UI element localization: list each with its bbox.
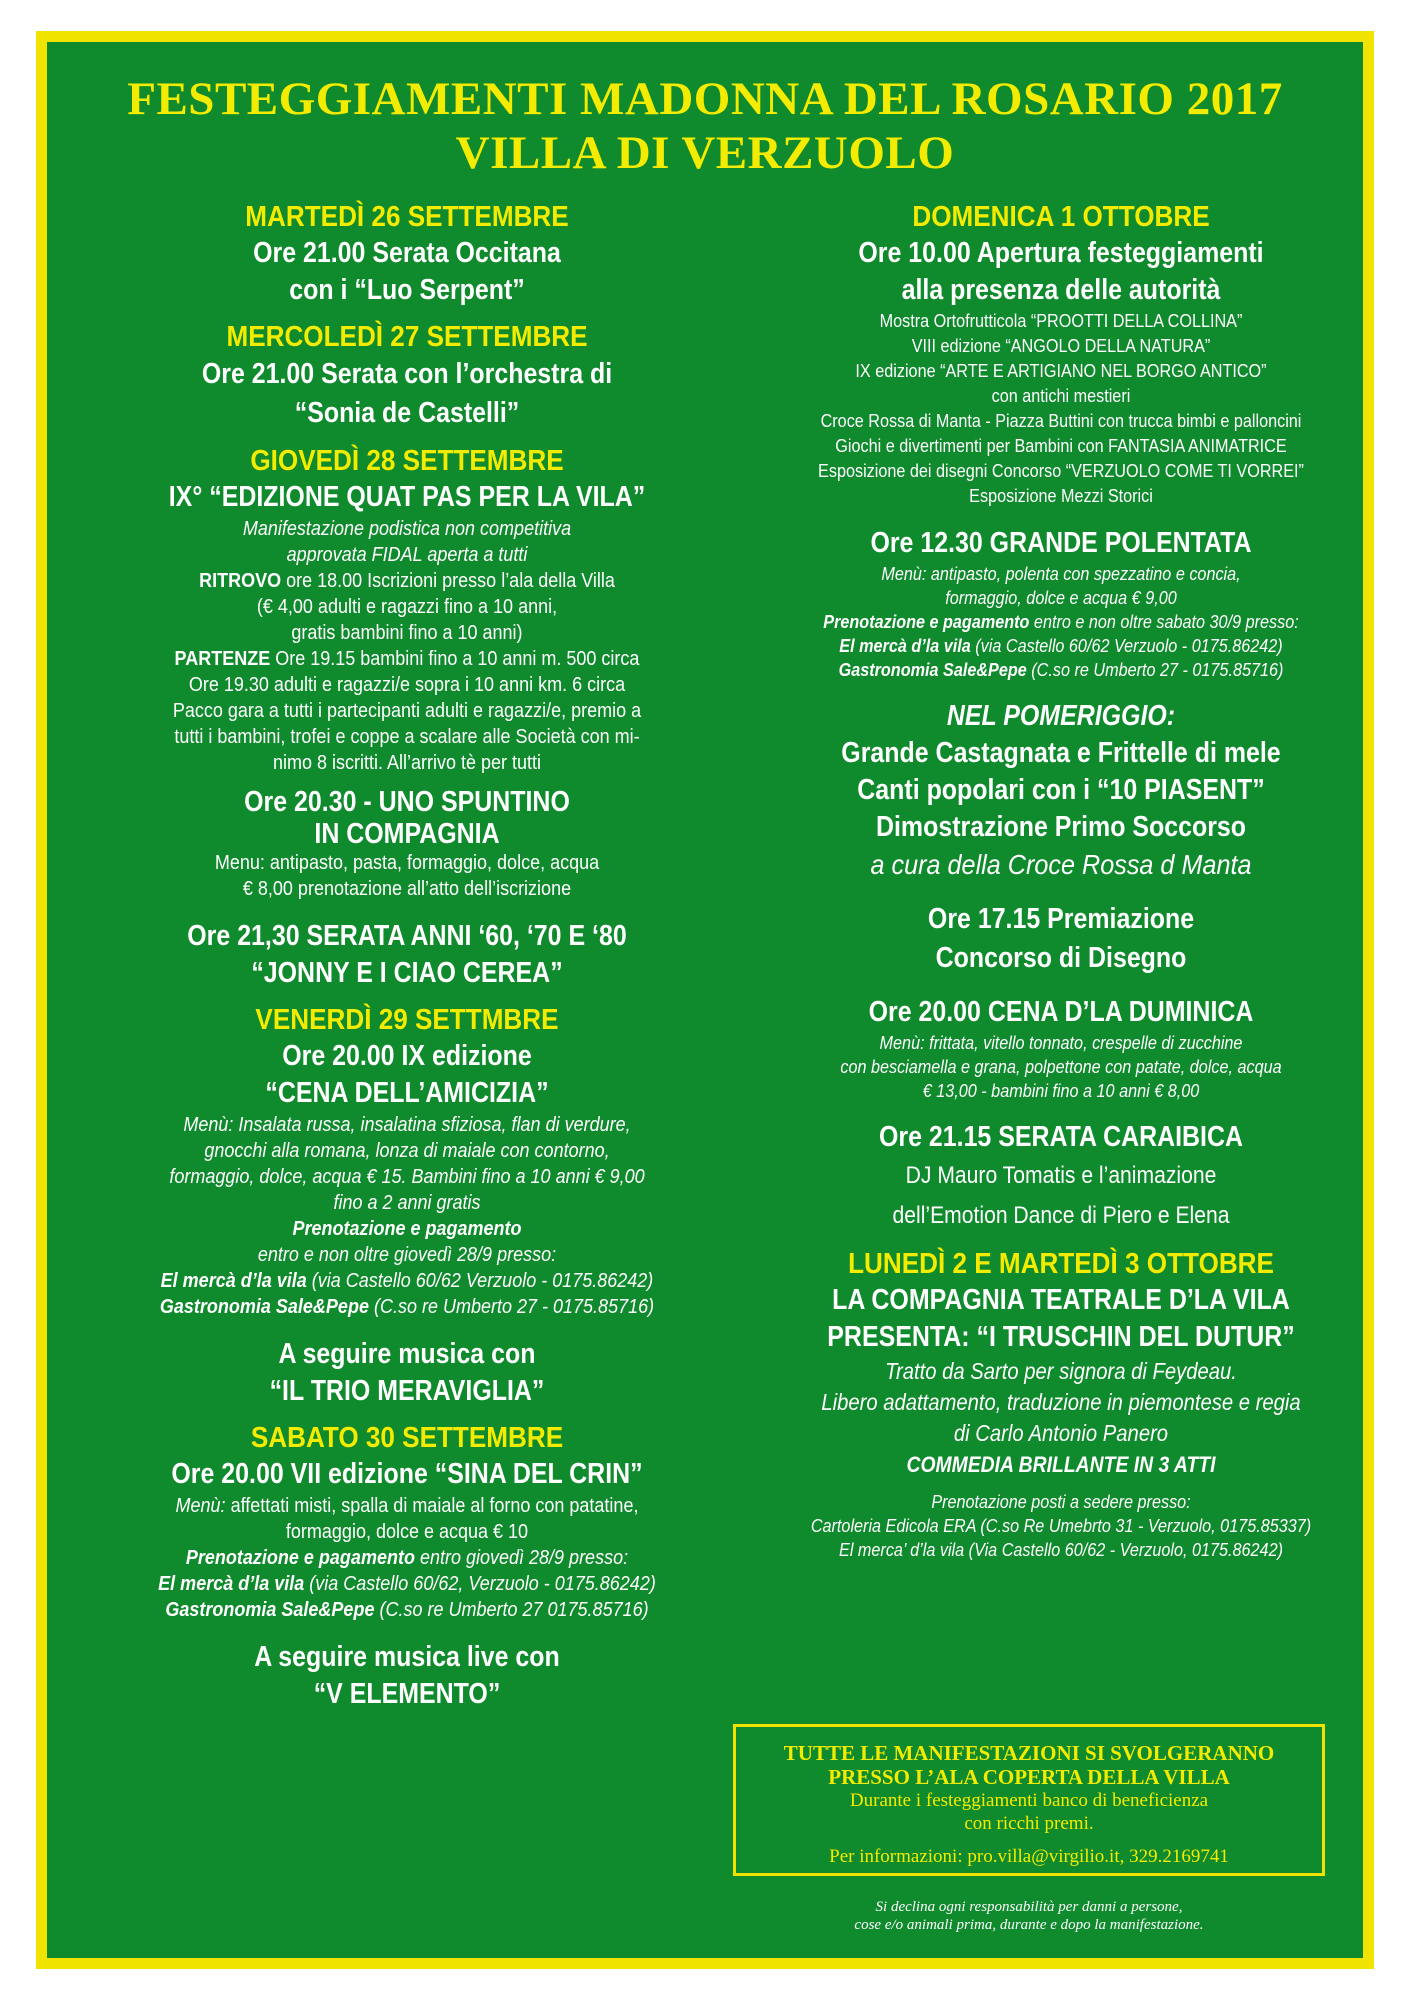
day-heading-saturday: SABATO 30 SETTEMBRE bbox=[250, 1422, 564, 1454]
contact-info: Per informazioni: pro.villa@virgilio.it, 329.2169741 bbox=[829, 1846, 1229, 1867]
info-line: con ricchi premi. bbox=[964, 1813, 1094, 1834]
title-line-2: VILLA DI VERZUOLO bbox=[455, 127, 955, 179]
page-title bbox=[47, 72, 1363, 180]
detail-line: con besciamella e grana, polpettone con patate, dolce, acqua bbox=[840, 1057, 1282, 1077]
event-line: “Sonia de Castelli” bbox=[294, 397, 520, 429]
detail-line: gnocchi alla romana, lonza di maiale con contorno, bbox=[204, 1140, 610, 1162]
event-line: “CENA DELL’AMICIZIA” bbox=[265, 1077, 549, 1109]
day-heading-tuesday: MARTEDÌ 26 SETTEMBRE bbox=[245, 201, 569, 233]
day-heading-thursday: GIOVEDÌ 28 SETTEMBRE bbox=[250, 445, 564, 477]
event-line: Grande Castagnata e Frittelle di mele bbox=[841, 737, 1281, 769]
detail-line: Menù: frittata, vitello tonnato, crespelle di zucchine bbox=[879, 1033, 1243, 1053]
detail-line: di Carlo Antonio Panero bbox=[953, 1420, 1169, 1446]
event-line: Concorso di Disegno bbox=[935, 942, 1187, 974]
detail-line: Esposizione Mezzi Storici bbox=[969, 486, 1153, 506]
detail-line: Ore 19.30 adulti e ragazzi/e sopra i 10 anni km. 6 circa bbox=[188, 674, 626, 696]
event-line: A seguire musica con bbox=[278, 1338, 536, 1370]
detail-line: Gastronomia Sale&Pepe (C.so re Umberto 27 - 0175.85716) bbox=[838, 660, 1284, 680]
detail-line: PARTENZE Ore 19.15 bambini fino a 10 anni m. 500 circa bbox=[174, 648, 640, 670]
detail-line: Gastronomia Sale&Pepe (C.so re Umberto 27 - 0175.85716) bbox=[159, 1296, 655, 1318]
detail-line: Tratto da Sarto per signora di Feydeau. bbox=[885, 1358, 1237, 1384]
detail-line: COMMEDIA BRILLANTE IN 3 ATTI bbox=[906, 1452, 1216, 1477]
day-heading-wednesday: MERCOLEDÌ 27 SETTEMBRE bbox=[226, 321, 588, 353]
detail-line: Croce Rossa di Manta - Piazza Buttini con trucca bimbi e palloncini bbox=[820, 411, 1302, 431]
right-column bbox=[747, 199, 1375, 1562]
event-line: Ore 21.00 Serata con l’orchestra di bbox=[201, 358, 613, 390]
detail-line: Libero adattamento, traduzione in piemontese e regia bbox=[821, 1389, 1301, 1415]
event-line: “IL TRIO MERAVIGLIA” bbox=[269, 1375, 545, 1407]
event-line: Ore 20.00 IX edizione bbox=[282, 1040, 532, 1072]
detail-line: Menù: Insalata russa, insalatina sfiziosa, flan di verdure, bbox=[183, 1114, 631, 1136]
event-line: a cura della Croce Rossa d Manta bbox=[870, 849, 1252, 880]
detail-line: Gastronomia Sale&Pepe (C.so re Umberto 27 0175.85716) bbox=[165, 1599, 649, 1621]
detail-line: Prenotazione e pagamento bbox=[292, 1218, 522, 1240]
event-line: “JONNY E I CIAO CEREA” bbox=[251, 957, 563, 989]
detail-line: Mostra Ortofrutticola “PROOTTI DELLA COLLINA” bbox=[879, 311, 1243, 331]
disclaimer-line: Si declina ogni responsabilità per danni a persone, bbox=[875, 1899, 1183, 1915]
detail-line: Prenotazione e pagamento entro giovedì 28/9 presso: bbox=[185, 1547, 629, 1569]
title-line-1: FESTEGGIAMENTI MADONNA DEL ROSARIO 2017 bbox=[127, 73, 1283, 125]
event-line: Ore 21.00 Serata Occitana bbox=[253, 237, 561, 269]
detail-line: Giochi e divertimenti per Bambini con FANTASIA ANIMATRICE bbox=[835, 436, 1287, 456]
detail-line: approvata FIDAL aperta a tutti bbox=[286, 544, 528, 566]
detail-line: Manifestazione podistica non competitiva bbox=[242, 518, 572, 540]
day-heading-monday: LUNEDÌ 2 E MARTEDÌ 3 OTTOBRE bbox=[848, 1248, 1274, 1280]
event-line: Ore 12.30 GRANDE POLENTATA bbox=[870, 527, 1252, 559]
event-line: Ore 10.00 Apertura festeggiamenti bbox=[858, 237, 1264, 269]
detail-line: fino a 2 anni gratis bbox=[333, 1192, 481, 1214]
event-line: Dimostrazione Primo Soccorso bbox=[875, 811, 1247, 843]
event-line: Ore 21.15 SERATA CARAIBICA bbox=[878, 1121, 1244, 1153]
poster bbox=[36, 31, 1374, 1969]
detail-line: Menu: antipasto, pasta, formaggio, dolce, acqua bbox=[214, 852, 600, 874]
detail-line: RITROVO ore 18.00 Iscrizioni presso l’ala della Villa bbox=[199, 570, 615, 592]
detail-line: nimo 8 iscritti. All’arrivo tè per tutti bbox=[272, 752, 542, 774]
detail-line: El mercà d’la vila (via Castello 60/62, Verzuolo - 0175.86242) bbox=[158, 1573, 656, 1595]
event-line: Ore 17.15 Premiazione bbox=[927, 903, 1195, 935]
detail-line: Prenotazione posti a sedere presso: bbox=[931, 1492, 1191, 1512]
event-line: A seguire musica live con bbox=[254, 1641, 560, 1673]
detail-line: El merca’ d’la vila (Via Castello 60/62 - Verzuolo, 0175.86242) bbox=[839, 1540, 1283, 1560]
event-line: alla presenza delle autorità bbox=[901, 274, 1221, 306]
info-title-line: TUTTE LE MANIFESTAZIONI SI SVOLGERANNO bbox=[783, 1741, 1275, 1765]
detail-line: IX edizione “ARTE E ARTIGIANO NEL BORGO ANTICO” bbox=[855, 361, 1267, 381]
event-line: IX° “EDIZIONE QUAT PAS PER LA VILA” bbox=[168, 481, 646, 513]
event-line: NEL POMERIGGIO: bbox=[946, 700, 1176, 732]
detail-line: tutti i bambini, trofei e coppe a scalare alle Società con mi- bbox=[174, 726, 640, 748]
info-line: Durante i festeggiamenti banco di beneficienza bbox=[849, 1790, 1209, 1811]
event-line: con i “Luo Serpent” bbox=[289, 274, 525, 306]
detail-line: El mercà d’la vila (via Castello 60/62 Verzuolo - 0175.86242) bbox=[160, 1270, 654, 1292]
event-line: Ore 20.00 CENA D’LA DUMINICA bbox=[868, 996, 1254, 1028]
event-line: Canti popolari con i “10 PIASENT” bbox=[857, 774, 1265, 806]
detail-line: Menù: antipasto, polenta con spezzatino e concia, bbox=[881, 564, 1241, 584]
detail-line: formaggio, dolce e acqua € 9,00 bbox=[945, 588, 1177, 608]
detail-line: Pacco gara a tutti i partecipanti adulti e ragazzi/e, premio a bbox=[172, 700, 642, 722]
day-heading-sunday: DOMENICA 1 OTTOBRE bbox=[912, 201, 1210, 233]
detail-line: VIII edizione “ANGOLO DELLA NATURA” bbox=[911, 336, 1211, 356]
event-line: dell’Emotion Dance di Piero e Elena bbox=[892, 1202, 1230, 1229]
event-line: DJ Mauro Tomatis e l’animazione bbox=[905, 1162, 1217, 1189]
detail-line: formaggio, dolce, acqua € 15. Bambini fino a 10 anni € 9,00 bbox=[169, 1166, 645, 1188]
event-line: Ore 20.30 - UNO SPUNTINO bbox=[244, 786, 570, 818]
detail-line: con antichi mestieri bbox=[991, 386, 1131, 406]
detail-line: formaggio, dolce e acqua € 10 bbox=[285, 1521, 529, 1543]
info-box bbox=[733, 1724, 1325, 1876]
detail-line: Cartoleria Edicola ERA (C.so Re Umebrto 31 - Verzuolo, 0175.85337) bbox=[810, 1516, 1312, 1536]
disclaimer-line: cose e/o animali prima, durante e dopo la manifestazione. bbox=[854, 1917, 1204, 1933]
detail-line: gratis bambini fino a 10 anni) bbox=[291, 622, 523, 644]
detail-line: El mercà d’la vila (via Castello 60/62 Verzuolo - 0175.86242) bbox=[839, 636, 1283, 656]
disclaimer bbox=[733, 1898, 1325, 1934]
detail-line: € 13,00 - bambini fino a 10 anni € 8,00 bbox=[922, 1081, 1200, 1101]
detail-line: € 8,00 prenotazione all’atto dell’iscrizione bbox=[242, 878, 572, 900]
detail-line: Menù: affettati misti, spalla di maiale al forno con patatine, bbox=[175, 1495, 639, 1517]
info-title-line: PRESSO L’ALA COPERTA DELLA VILLA bbox=[828, 1765, 1230, 1789]
detail-line: Esposizione dei disegni Concorso “VERZUOLO COME TI VORREI” bbox=[818, 461, 1304, 481]
left-column bbox=[85, 199, 729, 1713]
event-line: “V ELEMENTO” bbox=[313, 1678, 501, 1710]
detail-line: (€ 4,00 adulti e ragazzi fino a 10 anni, bbox=[256, 596, 558, 618]
event-line: PRESENTA: “I TRUSCHIN DEL DUTUR” bbox=[827, 1321, 1295, 1353]
day-heading-friday: VENERDÌ 29 SETTMBRE bbox=[255, 1004, 559, 1036]
detail-line: Prenotazione e pagamento entro e non oltre sabato 30/9 presso: bbox=[823, 612, 1299, 632]
event-line: IN COMPAGNIA bbox=[314, 818, 500, 850]
event-line: Ore 21,30 SERATA ANNI ‘60, ‘70 E ‘80 bbox=[187, 920, 627, 952]
event-line: Ore 20.00 VII edizione “SINA DEL CRIN” bbox=[171, 1458, 643, 1490]
event-line: LA COMPAGNIA TEATRALE D’LA VILA bbox=[832, 1284, 1290, 1316]
detail-line: entro e non oltre giovedì 28/9 presso: bbox=[257, 1244, 557, 1266]
